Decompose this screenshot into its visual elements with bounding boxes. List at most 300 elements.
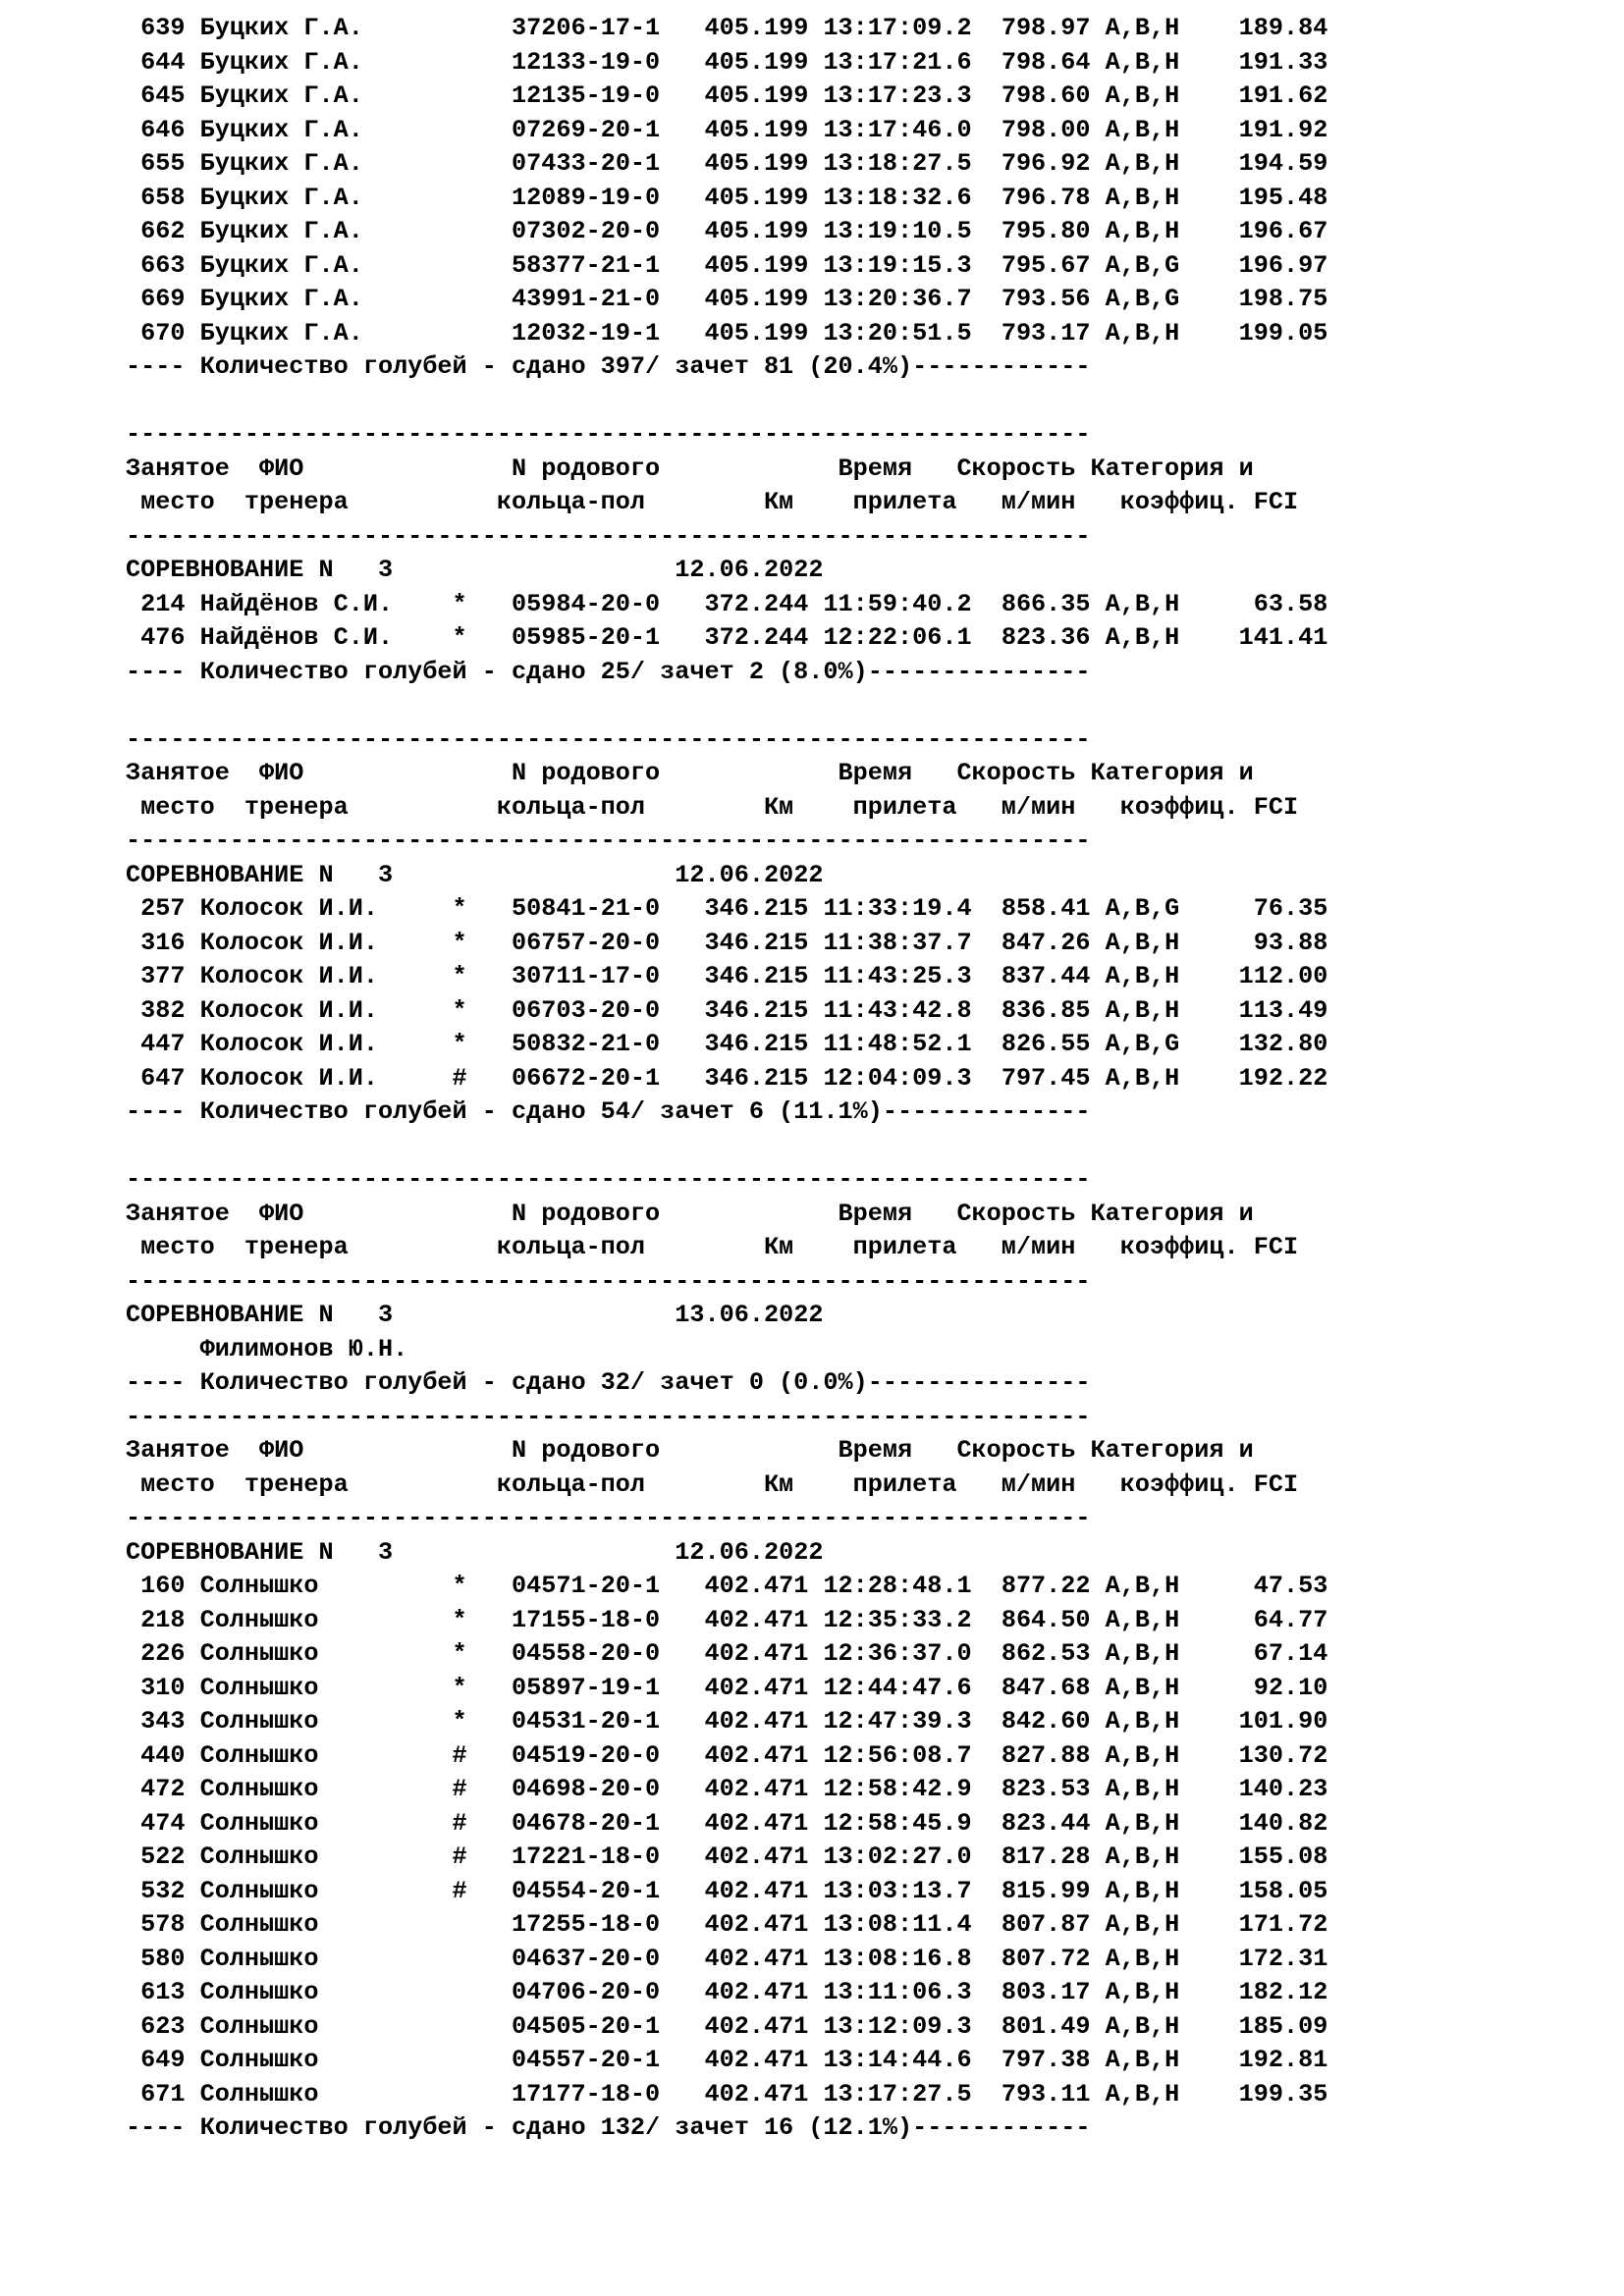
coefficient: 155.08 [1179,1842,1328,1871]
owner-name: Буцких Г.А. [199,14,453,42]
speed: 796.92 [1001,149,1106,178]
speed: 798.60 [1001,81,1106,110]
distance-km: 405.199 [704,47,824,77]
arrival-time: 13:17:46.0 [823,115,1001,144]
distance-km: 405.199 [704,250,824,280]
rule-line: ----------------------------------------------------------------- [126,1402,1091,1431]
mark: * [452,1605,513,1634]
distance-km: 402.471 [704,1572,824,1600]
arrival-time: 13:17:27.5 [823,2079,1001,2109]
table-row [126,80,1327,114]
speed: 807.72 [1001,1944,1106,1973]
owner-name: Солнышко [199,2046,453,2074]
table-row [126,621,1327,656]
speed: 827.88 [1001,1740,1106,1770]
competition-number: 3 [333,860,394,889]
arrival-time: 13:19:15.3 [823,250,1001,280]
coefficient: 93.88 [1179,928,1328,957]
mark [453,1945,512,1973]
arrival-time: 12:28:48.1 [823,1572,1001,1600]
coefficient: 194.59 [1179,149,1328,178]
ring-number: 04678-20-1 [512,1808,705,1838]
table-row [126,46,1327,80]
owner-name: Солнышко [199,1910,453,1939]
mark [453,149,512,178]
owner-name: Буцких Г.А. [199,47,453,77]
arrival-time: 12:22:06.1 [823,623,1001,652]
category: A,B,H [1105,928,1180,957]
coefficient: 192.22 [1179,1063,1328,1093]
owner-name: Буцких Г.А. [199,217,453,245]
ring-number: 17221-18-0 [512,1842,705,1871]
coefficient: 191.33 [1179,47,1328,77]
arrival-time: 11:43:42.8 [823,995,1001,1025]
owner-name: Солнышко [199,1740,453,1770]
speed: 862.53 [1001,1639,1106,1668]
arrival-time: 13:20:36.7 [823,285,1001,313]
arrival-time: 13:12:09.3 [823,2011,1001,2041]
speed: 836.85 [1001,995,1106,1025]
arrival-time: 13:11:06.3 [823,1978,1001,2006]
category: A,B,G [1105,285,1180,313]
arrival-time: 12:44:47.6 [823,1673,1001,1702]
owner-name: Солнышко [199,1876,453,1905]
competition-date: 12.06.2022 [393,556,824,584]
coefficient: 171.72 [1179,1910,1328,1939]
table-row [126,1841,1327,1875]
coefficient: 140.82 [1179,1808,1328,1838]
owner-name: Колосок И.И. [199,1030,453,1058]
table-row [126,1705,1327,1739]
owner-name: Колосок И.И. [199,962,453,990]
mark [453,1910,512,1939]
ring-number: 05984-20-0 [512,589,705,618]
speed: 847.68 [1001,1673,1106,1702]
place: 447 [126,1030,200,1058]
speed: 817.28 [1001,1842,1106,1871]
arrival-time: 12:58:42.9 [823,1775,1001,1803]
rule-line: ----------------------------------------------------------------- [126,1504,1091,1532]
mark [453,81,512,110]
mark [453,2080,512,2109]
speed: 847.26 [1001,928,1106,957]
place: 440 [126,1740,200,1770]
arrival-time: 13:17:09.2 [823,14,1001,42]
ring-number: 12089-19-0 [512,183,705,212]
ring-number: 04637-20-0 [512,1944,705,1973]
table-row [126,1028,1327,1062]
table-row [126,215,1327,249]
owner-line: Филимонов Ю.Н. [126,1334,408,1363]
mark: * [452,589,513,618]
owner-name: Солнышко [199,1673,453,1702]
table-row [126,1875,1327,1909]
table-row [126,588,1327,622]
ring-number: 05985-20-1 [512,623,705,652]
owner-name: Буцких Г.А. [199,115,453,144]
owner-name: Солнышко [199,1775,453,1803]
place: 218 [126,1605,200,1634]
arrival-time: 11:33:19.4 [823,894,1001,923]
table-row [126,1943,1327,1977]
distance-km: 402.471 [704,2079,824,2109]
ring-number: 04554-20-1 [512,1876,705,1905]
place: 655 [126,149,200,178]
speed: 807.87 [1001,1910,1106,1939]
table-row [126,1062,1327,1096]
blank-line [126,1130,1327,1164]
category: A,B,G [1105,250,1180,280]
distance-km: 346.215 [704,1030,824,1058]
table-row [126,960,1327,994]
table-header-line-2: место тренера кольца-пол Км прилета м/мин коэффиц. FCI [126,1233,1299,1261]
table-row [126,114,1327,148]
category: A,B,H [1105,2046,1180,2074]
competition-label: СОРЕВНОВАНИЕ N [126,860,334,889]
table-row [126,147,1327,182]
distance-km: 346.215 [704,1063,824,1093]
category: A,B,H [1105,217,1180,245]
mark [453,1978,512,2006]
speed: 826.55 [1001,1030,1106,1058]
coefficient: 192.81 [1179,2046,1328,2074]
coefficient: 185.09 [1179,2011,1328,2041]
distance-km: 346.215 [704,928,824,957]
coefficient: 132.80 [1179,1030,1328,1058]
ring-number: 50841-21-0 [512,894,705,923]
category: A,B,H [1105,115,1180,144]
table-row [126,892,1327,927]
coefficient: 76.35 [1179,894,1328,923]
place: 671 [126,2079,200,2109]
category: A,B,H [1105,1063,1180,1093]
distance-km: 402.471 [704,1775,824,1803]
mark: # [452,1876,513,1905]
mark [453,184,512,212]
speed: 864.50 [1001,1605,1106,1634]
owner-name: Найдёнов С.И. [199,623,453,652]
coefficient: 112.00 [1179,962,1328,990]
place: 644 [126,47,200,77]
ring-number: 12135-19-0 [512,81,705,110]
place: 343 [126,1707,200,1735]
category: A,B,H [1105,1775,1180,1803]
coefficient: 47.53 [1179,1572,1328,1600]
mark: * [452,623,513,652]
place: 578 [126,1910,200,1939]
arrival-time: 13:17:23.3 [823,81,1001,110]
table-row [126,2010,1327,2045]
distance-km: 402.471 [704,1673,824,1702]
owner-name: Солнышко [199,1605,453,1634]
category: A,B,H [1105,1876,1180,1905]
owner-name: Колосок И.И. [199,995,453,1025]
distance-km: 405.199 [704,14,824,42]
place: 639 [126,14,200,42]
competition-label: СОРЕВНОВАНИЕ N [126,1301,334,1329]
mark: * [452,1707,513,1735]
owner-name: Солнышко [199,1707,453,1735]
ring-number: 07433-20-1 [512,149,705,178]
place: 476 [126,623,200,652]
mark: * [452,1639,513,1668]
coefficient: 196.67 [1179,217,1328,245]
ring-number: 06703-20-0 [512,995,705,1025]
mark: # [452,1808,513,1838]
place: 645 [126,81,200,110]
ring-number: 06672-20-1 [512,1063,705,1093]
competition-date: 12.06.2022 [393,860,824,889]
table-row [126,1908,1327,1943]
speed: 837.44 [1001,962,1106,990]
ring-number: 58377-21-1 [512,250,705,280]
place: 310 [126,1673,200,1702]
ring-number: 04505-20-1 [512,2011,705,2041]
coefficient: 130.72 [1179,1740,1328,1770]
owner-name: Буцких Г.А. [199,285,453,313]
table-row [126,927,1327,961]
coefficient: 92.10 [1179,1673,1328,1702]
arrival-time: 13:02:27.0 [823,1842,1001,1871]
speed: 803.17 [1001,1978,1106,2006]
category: A,B,H [1105,1978,1180,2006]
place: 472 [126,1775,200,1803]
owner-name: Солнышко [199,1572,453,1600]
distance-km: 372.244 [704,589,824,618]
rule-line: ----------------------------------------------------------------- [126,420,1091,449]
blank-line [126,689,1327,723]
arrival-time: 12:56:08.7 [823,1740,1001,1770]
mark: * [452,1030,513,1058]
owner-name: Солнышко [199,1639,453,1668]
total-line: ---- Количество голубей - сдано 32/ зачет 0 (0.0%)--------------- [126,1368,1091,1397]
table-row [126,1570,1327,1604]
mark [453,285,512,313]
category: A,B,H [1105,2011,1180,2041]
place: 532 [126,1876,200,1905]
ring-number: 37206-17-1 [512,14,705,42]
arrival-time: 13:08:16.8 [823,1944,1001,1973]
coefficient: 172.31 [1179,1944,1328,1973]
coefficient: 199.05 [1179,318,1328,347]
distance-km: 402.471 [704,2011,824,2041]
competition-label: СОРЕВНОВАНИЕ N [126,556,334,584]
mark [453,251,512,280]
table-header-line-2: место тренера кольца-пол Км прилета м/мин коэффиц. FCI [126,1469,1299,1499]
coefficient: 189.84 [1179,14,1328,42]
coefficient: 141.41 [1179,623,1328,652]
category: A,B,H [1105,2079,1180,2109]
table-header-line-1: Занятое ФИО N родового Время Скорость Категория и [126,454,1254,483]
total-line: ---- Количество голубей - сдано 397/ зачет 81 (20.4%)------------ [126,352,1091,381]
speed: 793.17 [1001,318,1106,347]
category: A,B,H [1105,1910,1180,1939]
speed: 798.00 [1001,115,1106,144]
place: 580 [126,1944,200,1973]
total-line: ---- Количество голубей - сдано 54/ зачет 6 (11.1%)-------------- [126,1097,1091,1126]
mark [453,217,512,245]
competition-date: 12.06.2022 [393,1537,824,1567]
arrival-time: 13:17:21.6 [823,47,1001,77]
table-header-line-2: место тренера кольца-пол Км прилета м/мин коэффиц. FCI [126,488,1299,516]
table-header-line-1: Занятое ФИО N родового Время Скорость Категория и [126,1199,1254,1228]
arrival-time: 12:04:09.3 [823,1063,1001,1093]
place: 214 [126,589,200,618]
table-row [126,317,1327,351]
place: 623 [126,2011,200,2041]
arrival-time: 11:59:40.2 [823,589,1001,618]
table-header-line-1: Занятое ФИО N родового Время Скорость Категория и [126,1436,1254,1465]
distance-km: 405.199 [704,149,824,178]
category: A,B,H [1105,1605,1180,1634]
table-row [126,249,1327,284]
mark: # [452,1775,513,1803]
speed: 797.45 [1001,1063,1106,1093]
place: 613 [126,1978,200,2006]
ring-number: 12133-19-0 [512,47,705,77]
place: 670 [126,318,200,347]
speed: 842.60 [1001,1707,1106,1735]
coefficient: 182.12 [1179,1978,1328,2006]
place: 663 [126,250,200,280]
ring-number: 04571-20-1 [512,1572,705,1600]
ring-number: 50832-21-0 [512,1030,705,1058]
owner-name: Найдёнов С.И. [199,589,453,618]
blank-line [126,385,1327,419]
ring-number: 17255-18-0 [512,1910,705,1939]
mark [453,2046,512,2074]
category: A,B,H [1105,995,1180,1025]
category: A,B,G [1105,894,1180,923]
coefficient: 191.92 [1179,115,1328,144]
owner-name: Колосок И.И. [199,894,453,923]
speed: 858.41 [1001,894,1106,923]
table-row [126,2078,1327,2112]
owner-name: Колосок И.И. [199,928,453,957]
mark: * [452,894,513,923]
distance-km: 372.244 [704,623,824,652]
distance-km: 402.471 [704,1842,824,1871]
place: 646 [126,115,200,144]
speed: 793.56 [1001,285,1106,313]
arrival-time: 11:48:52.1 [823,1030,1001,1058]
mark [453,14,512,42]
table-row [126,1773,1327,1807]
category: A,B,H [1105,962,1180,990]
competition-number: 3 [333,1301,394,1329]
mark [453,116,512,144]
speed: 798.97 [1001,14,1106,42]
distance-km: 405.199 [704,183,824,212]
mark: * [452,962,513,990]
place: 662 [126,217,200,245]
distance-km: 402.471 [704,1605,824,1634]
coefficient: 101.90 [1179,1707,1328,1735]
ring-number: 04531-20-1 [512,1707,705,1735]
place: 522 [126,1842,200,1871]
category: A,B,H [1105,1842,1180,1871]
distance-km: 402.471 [704,1808,824,1838]
arrival-time: 12:36:37.0 [823,1639,1001,1668]
table-row [126,1672,1327,1706]
rule-line: ----------------------------------------------------------------- [126,724,1091,754]
coefficient: 195.48 [1179,183,1328,212]
speed: 801.49 [1001,2011,1106,2041]
place: 382 [126,995,200,1025]
place: 647 [126,1063,200,1093]
owner-name: Колосок И.И. [199,1063,453,1093]
mark: * [452,1673,513,1702]
distance-km: 405.199 [704,285,824,313]
place: 226 [126,1639,200,1668]
coefficient: 196.97 [1179,250,1328,280]
distance-km: 402.471 [704,1944,824,1973]
table-header-line-1: Занятое ФИО N родового Время Скорость Категория и [126,759,1254,787]
ring-number: 04519-20-0 [512,1740,705,1770]
distance-km: 405.199 [704,115,824,144]
category: A,B,H [1105,1673,1180,1702]
owner-name: Солнышко [199,2079,453,2109]
category: A,B,H [1105,81,1180,110]
speed: 823.44 [1001,1808,1106,1838]
rule-line: ----------------------------------------------------------------- [126,827,1091,855]
speed: 877.22 [1001,1572,1106,1600]
place: 658 [126,183,200,212]
coefficient: 191.62 [1179,81,1328,110]
category: A,B,H [1105,1572,1180,1600]
category: A,B,H [1105,1707,1180,1735]
mark [453,2012,512,2041]
category: A,B,H [1105,1944,1180,1973]
arrival-time: 12:35:33.2 [823,1605,1001,1634]
place: 160 [126,1572,200,1600]
category: A,B,G [1105,1030,1180,1058]
distance-km: 346.215 [704,995,824,1025]
coefficient: 63.58 [1179,589,1328,618]
owner-name: Буцких Г.А. [199,81,453,110]
coefficient: 64.77 [1179,1605,1328,1634]
total-line: ---- Количество голубей - сдано 25/ зачет 2 (8.0%)--------------- [126,657,1091,686]
category: A,B,H [1105,1808,1180,1838]
distance-km: 402.471 [704,1740,824,1770]
table-row [126,1807,1327,1842]
table-row [126,283,1327,317]
ring-number: 04706-20-0 [512,1978,705,2006]
coefficient: 199.35 [1179,2079,1328,2109]
ring-number: 43991-21-0 [512,285,705,313]
category: A,B,H [1105,1639,1180,1668]
owner-name: Солнышко [199,1978,453,2006]
ring-number: 05897-19-1 [512,1673,705,1702]
coefficient: 67.14 [1179,1639,1328,1668]
table-row [126,994,1327,1029]
mark: # [452,1740,513,1770]
place: 649 [126,2046,200,2074]
distance-km: 346.215 [704,962,824,990]
owner-name: Буцких Г.А. [199,250,453,280]
category: A,B,H [1105,318,1180,347]
arrival-time: 11:38:37.7 [823,928,1001,957]
mark: * [452,1572,513,1600]
arrival-time: 12:47:39.3 [823,1707,1001,1735]
arrival-time: 13:03:13.7 [823,1876,1001,1905]
speed: 823.53 [1001,1775,1106,1803]
table-row [126,2044,1327,2078]
table-row [126,1604,1327,1638]
ring-number: 07302-20-0 [512,217,705,245]
owner-name: Буцких Г.А. [199,149,453,178]
owner-name: Солнышко [199,1842,453,1871]
